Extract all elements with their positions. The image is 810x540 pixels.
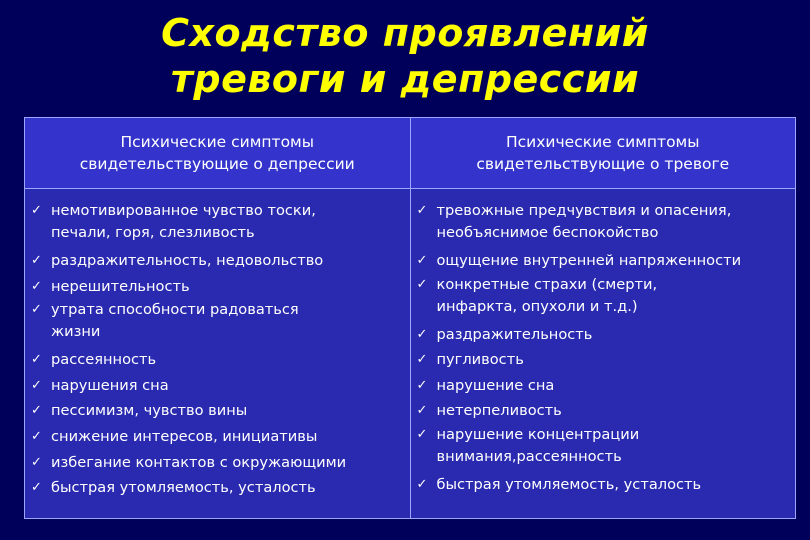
check-icon: ✓ <box>416 203 428 218</box>
comparison-table <box>24 117 796 519</box>
list-item <box>31 347 410 373</box>
check-icon: ✓ <box>416 253 428 268</box>
anxiety-symptoms-cell <box>410 189 796 518</box>
header-anxiety-line-1: Психические симптомы <box>506 133 700 151</box>
list-item <box>31 424 410 450</box>
check-icon: ✓ <box>416 352 428 368</box>
list-item <box>417 347 796 373</box>
symptom-text: утрата способности радоваться <box>51 301 299 319</box>
list-item <box>31 450 410 476</box>
symptom-text: пессимизм, чувство вины <box>51 402 248 420</box>
list-item <box>417 200 796 248</box>
symptom-text: немотивированное чувство тоски, <box>51 202 316 219</box>
symptom-text: рассеянность <box>51 351 157 369</box>
list-item <box>31 248 410 274</box>
check-icon: ✓ <box>416 426 428 442</box>
list-item <box>31 200 410 248</box>
header-depression <box>25 118 410 188</box>
symptom-text: пугливость <box>436 351 524 369</box>
symptom-text: быстрая утомляемость, усталость <box>436 475 702 493</box>
symptom-text-continued: внимания,рассеянность <box>436 447 622 465</box>
symptom-text-continued: печали, горя, слезливость <box>51 224 255 241</box>
check-icon: ✓ <box>31 377 42 393</box>
check-icon: ✓ <box>31 253 42 268</box>
list-item <box>417 322 796 348</box>
symptom-text: раздражительность <box>436 325 593 343</box>
list-item <box>417 274 796 322</box>
list-item <box>31 274 410 300</box>
title-line-1: Сходство проявлений <box>161 11 649 55</box>
check-icon: ✓ <box>31 480 42 496</box>
symptom-text: нарушение сна <box>436 376 555 394</box>
symptom-text: нарушение концентрации <box>436 425 640 443</box>
depression-symptoms-cell <box>25 189 410 518</box>
symptom-text: тревожные предчувствия и опасения, <box>436 202 732 219</box>
symptom-text: ощущение внутренней напряженности <box>436 252 742 269</box>
symptom-text: избегание контактов с окружающими <box>51 453 347 471</box>
symptom-text: конкретные страхи (смерти, <box>436 275 658 293</box>
symptom-text: нерешительность <box>51 277 190 295</box>
check-icon: ✓ <box>416 377 428 393</box>
check-icon: ✓ <box>416 403 428 419</box>
header-depression-line-2: свидетельствующие о депрессии <box>79 155 355 173</box>
list-item <box>31 398 410 424</box>
symptom-text-continued: жизни <box>51 323 101 341</box>
check-icon: ✓ <box>31 302 42 318</box>
list-item <box>31 373 410 399</box>
symptom-text-continued: необъяснимое беспокойство <box>436 224 659 241</box>
check-icon: ✓ <box>31 278 42 294</box>
check-icon: ✓ <box>416 476 428 492</box>
symptom-text: раздражительность, недовольство <box>51 252 324 269</box>
header-anxiety-line-2: свидетельствующие о тревоге <box>476 155 730 173</box>
table-header-row <box>25 118 795 189</box>
check-icon: ✓ <box>31 203 42 218</box>
symptom-text: быстрая утомляемость, усталость <box>51 479 316 497</box>
title-line-2: тревоги и депрессии <box>170 57 640 101</box>
list-item <box>417 398 796 424</box>
check-icon: ✓ <box>31 454 42 470</box>
symptom-text: нарушения сна <box>51 376 169 394</box>
list-item <box>417 248 796 274</box>
table-body-row <box>25 189 795 518</box>
slide-title <box>0 10 810 102</box>
anxiety-symptom-list <box>417 200 796 498</box>
header-depression-line-1: Психические симптомы <box>120 133 314 151</box>
list-item <box>417 424 796 472</box>
symptom-text: снижение интересов, инициативы <box>51 427 318 445</box>
list-item <box>31 299 410 347</box>
depression-symptom-list <box>31 200 410 501</box>
symptom-text-continued: инфаркта, опухоли и т.д.) <box>436 297 638 315</box>
header-anxiety <box>410 118 796 188</box>
check-icon: ✓ <box>31 352 42 368</box>
check-icon: ✓ <box>31 403 42 419</box>
check-icon: ✓ <box>416 276 428 292</box>
list-item <box>417 373 796 399</box>
list-item <box>417 472 796 498</box>
check-icon: ✓ <box>416 326 428 342</box>
check-icon: ✓ <box>31 428 42 444</box>
list-item <box>31 475 410 501</box>
symptom-text: нетерпеливость <box>436 402 562 420</box>
